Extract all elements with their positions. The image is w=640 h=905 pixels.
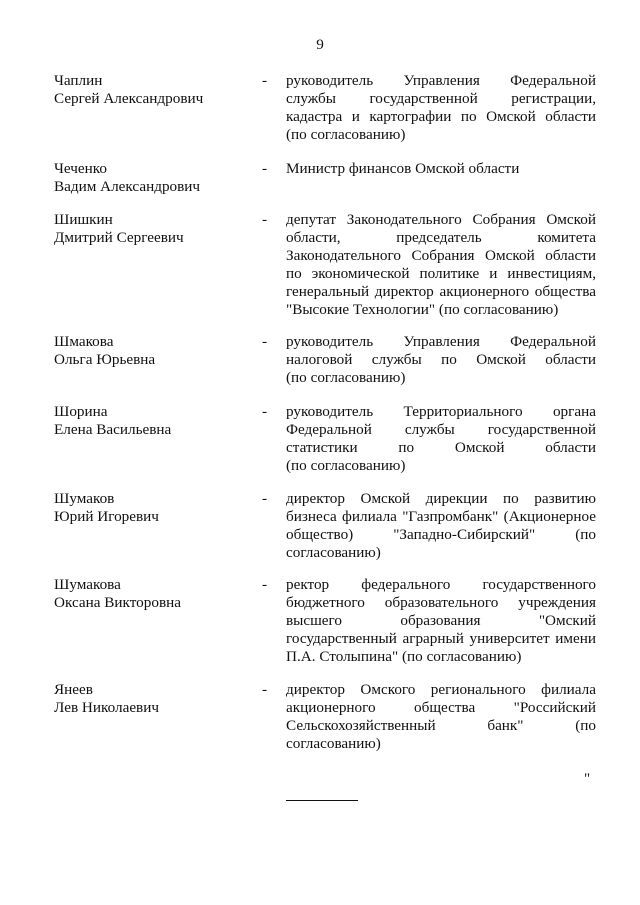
position-line: области, председатель комитета [286, 229, 596, 246]
member-given-names: Елена Васильевна [54, 421, 172, 438]
member-position [286, 576, 596, 666]
position-line: руководитель Управления Федеральной [286, 72, 596, 89]
position-line: высшего образования "Омский [286, 612, 596, 629]
member-position [286, 211, 596, 319]
end-of-list-rule [286, 800, 358, 801]
position-line: кадастра и картографии по Омской области [286, 108, 596, 125]
member-name [54, 72, 254, 108]
member-given-names: Ольга Юрьевна [54, 351, 156, 368]
entry-dash: - [262, 403, 268, 420]
position-line: (по согласованию) [286, 457, 406, 474]
position-line: (по согласованию) [286, 369, 406, 386]
member-given-names: Вадим Александрович [54, 178, 201, 195]
member-given-names: Лев Николаевич [54, 699, 159, 716]
page-number: 9 [316, 36, 324, 53]
member-position [286, 403, 596, 475]
position-line: бюджетного образовательного учреждения [286, 594, 596, 611]
position-line: статистики по Омской области [286, 439, 596, 456]
entry-dash: - [262, 72, 268, 89]
member-name [54, 211, 254, 247]
member-surname: Чеченко [54, 160, 107, 177]
member-surname: Янеев [54, 681, 93, 698]
entry-dash: - [262, 576, 268, 593]
position-line: акционерного общества "Российский [286, 699, 596, 716]
position-line: (по согласованию) [286, 126, 406, 143]
entry-dash: - [262, 211, 268, 228]
member-given-names: Юрий Игоревич [54, 508, 159, 525]
member-given-names: Оксана Викторовна [54, 594, 181, 611]
member-surname: Шмакова [54, 333, 114, 350]
member-surname: Шорина [54, 403, 108, 420]
member-name [54, 576, 254, 612]
position-line: руководитель Территориального органа [286, 403, 596, 420]
member-surname: Шумакова [54, 576, 121, 593]
entry-dash: - [262, 333, 268, 350]
entry-dash: - [262, 490, 268, 507]
position-line: государственный аграрный университет имени [286, 630, 596, 647]
member-name [54, 333, 254, 369]
position-line: П.А. Столыпина" (по согласованию) [286, 648, 522, 665]
entry-dash: - [262, 681, 268, 698]
position-line: Министр финансов Омской области [286, 160, 520, 177]
position-line: директор Омской дирекции по развитию [286, 490, 596, 507]
member-name [54, 160, 254, 196]
member-given-names: Дмитрий Сергеевич [54, 229, 184, 246]
member-name [54, 403, 254, 439]
position-line: Сельскохозяйственный банк" (по [286, 717, 596, 734]
member-position [286, 681, 596, 753]
position-line: Законодательного Собрания Омской области [286, 247, 596, 264]
position-line: Федеральной службы государственной [286, 421, 596, 438]
position-line: согласованию) [286, 544, 381, 561]
member-position [286, 333, 596, 387]
member-position [286, 160, 596, 178]
position-line: ректор федерального государственного [286, 576, 596, 593]
position-line: по экономической политике и инвестициям, [286, 265, 596, 282]
member-surname: Шумаков [54, 490, 115, 507]
entry-dash: - [262, 160, 268, 177]
position-line: бизнеса филиала "Газпромбанк" (Акционерное [286, 508, 596, 525]
position-line: руководитель Управления Федеральной [286, 333, 596, 350]
position-line: налоговой службы по Омской области [286, 351, 596, 368]
member-name [54, 681, 254, 717]
member-given-names: Сергей Александрович [54, 90, 204, 107]
position-line: согласованию) [286, 735, 381, 752]
position-line: генеральный директор акционерного общества [286, 283, 596, 300]
member-position [286, 72, 596, 144]
closing-quote: " [584, 770, 591, 787]
position-line: директор Омского регионального филиала [286, 681, 596, 698]
member-surname: Шишкин [54, 211, 113, 228]
position-line: общество) "Западно-Сибирский" (по [286, 526, 596, 543]
position-line: "Высокие Технологии" (по согласованию) [286, 301, 559, 318]
position-line: службы государственной регистрации, [286, 90, 596, 107]
member-surname: Чаплин [54, 72, 103, 89]
member-name [54, 490, 254, 526]
member-position [286, 490, 596, 562]
position-line: депутат Законодательного Собрания Омской [286, 211, 596, 228]
